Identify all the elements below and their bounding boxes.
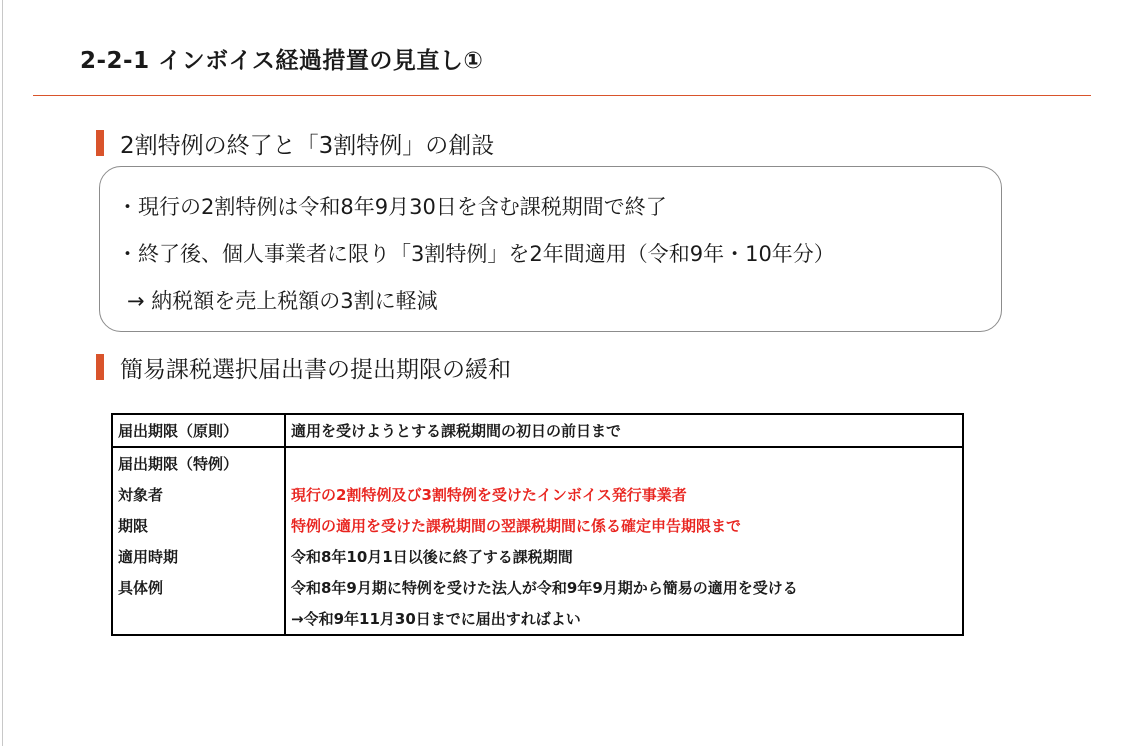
section-marker [96,130,104,156]
table-row-label: 届出期限（原則） [112,414,285,447]
section-marker [96,354,104,380]
table-row-value-emphasis: 現行の2割特例及び3割特例を受けたインボイス発行事業者 [291,486,687,504]
table-row-label: 対象者 [112,479,285,510]
table-row-value: 令和8年9月期に特例を受けた法人が令和9年9月期から簡易の適用を受ける [291,579,798,597]
summary-line: ・現行の2割特例は令和8年9月30日を含む課税期間で終了 [117,195,667,219]
table-row [112,603,963,635]
table-row-value: →令和9年11月30日までに届出すればよい [291,610,581,628]
filing-deadline-table [111,413,964,636]
table-row-value-emphasis: 特例の適用を受けた課税期間の翌課税期間に係る確定申告期限まで [291,517,742,535]
table-row [112,572,963,603]
table-row-label [112,603,285,635]
summary-line: ・終了後、個人事業者に限り「3割特例」を2年間適用（令和9年・10年分） [117,242,835,266]
table-row-value [285,447,963,479]
table-row-value: 適用を受けようとする課税期間の初日の前日まで [285,414,963,447]
section-heading-3wari-tokurei [96,128,494,158]
table-row [112,479,963,510]
table-row-label: 具体例 [112,572,285,603]
table-row [112,541,963,572]
section-heading-text: 2割特例の終了と「3割特例」の創設 [120,132,495,159]
title-divider [33,95,1091,96]
table-row [112,414,963,447]
summary-line: → 納税額を売上税額の3割に軽減 [127,289,438,313]
table-row-label: 届出期限（特例） [112,447,285,479]
section-heading-kan-i-kazei [96,352,511,382]
summary-box [99,166,1002,332]
table-row-label: 期限 [112,510,285,541]
table-row-value: 令和8年10月1日以後に終了する課税期間 [291,548,573,566]
section-heading-text: 簡易課税選択届出書の提出期限の緩和 [120,356,511,383]
table-row [112,510,963,541]
table-row [112,447,963,479]
table-row-label: 適用時期 [112,541,285,572]
page-title: 2-2-1 インボイス経過措置の見直し① [80,48,484,74]
